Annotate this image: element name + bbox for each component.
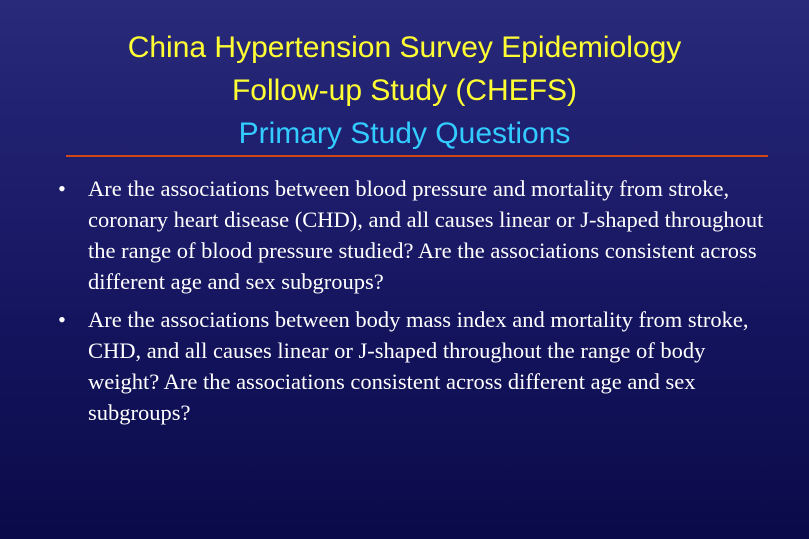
bullet-list <box>0 173 809 435</box>
bullet-item-1 <box>0 173 809 297</box>
bullet-icon: • <box>58 176 66 201</box>
bullet-text-1: Are the associations between blood pressure and mortality from stroke, coronary heart disease (CHD), and all causes linear or J-shaped throughout the range of blood pressure studied? Are the associations consistent across different age and sex subgroups? <box>88 176 764 294</box>
subtitle: Primary Study Questions <box>238 117 571 150</box>
slide-title <box>0 26 809 155</box>
bullet-item-2 <box>0 304 809 428</box>
title-divider <box>66 155 768 157</box>
bullet-icon: • <box>58 307 66 332</box>
title-line-2: Follow-up Study (CHEFS) <box>231 74 578 107</box>
bullet-text-2: Are the associations between body mass index and mortality from stroke, CHD, and all causes linear or J-shaped throughout the range of body weight? Are the associations consistent across different age and sex subgroups? <box>88 307 749 425</box>
title-line-1: China Hypertension Survey Epidemiology <box>127 31 682 64</box>
